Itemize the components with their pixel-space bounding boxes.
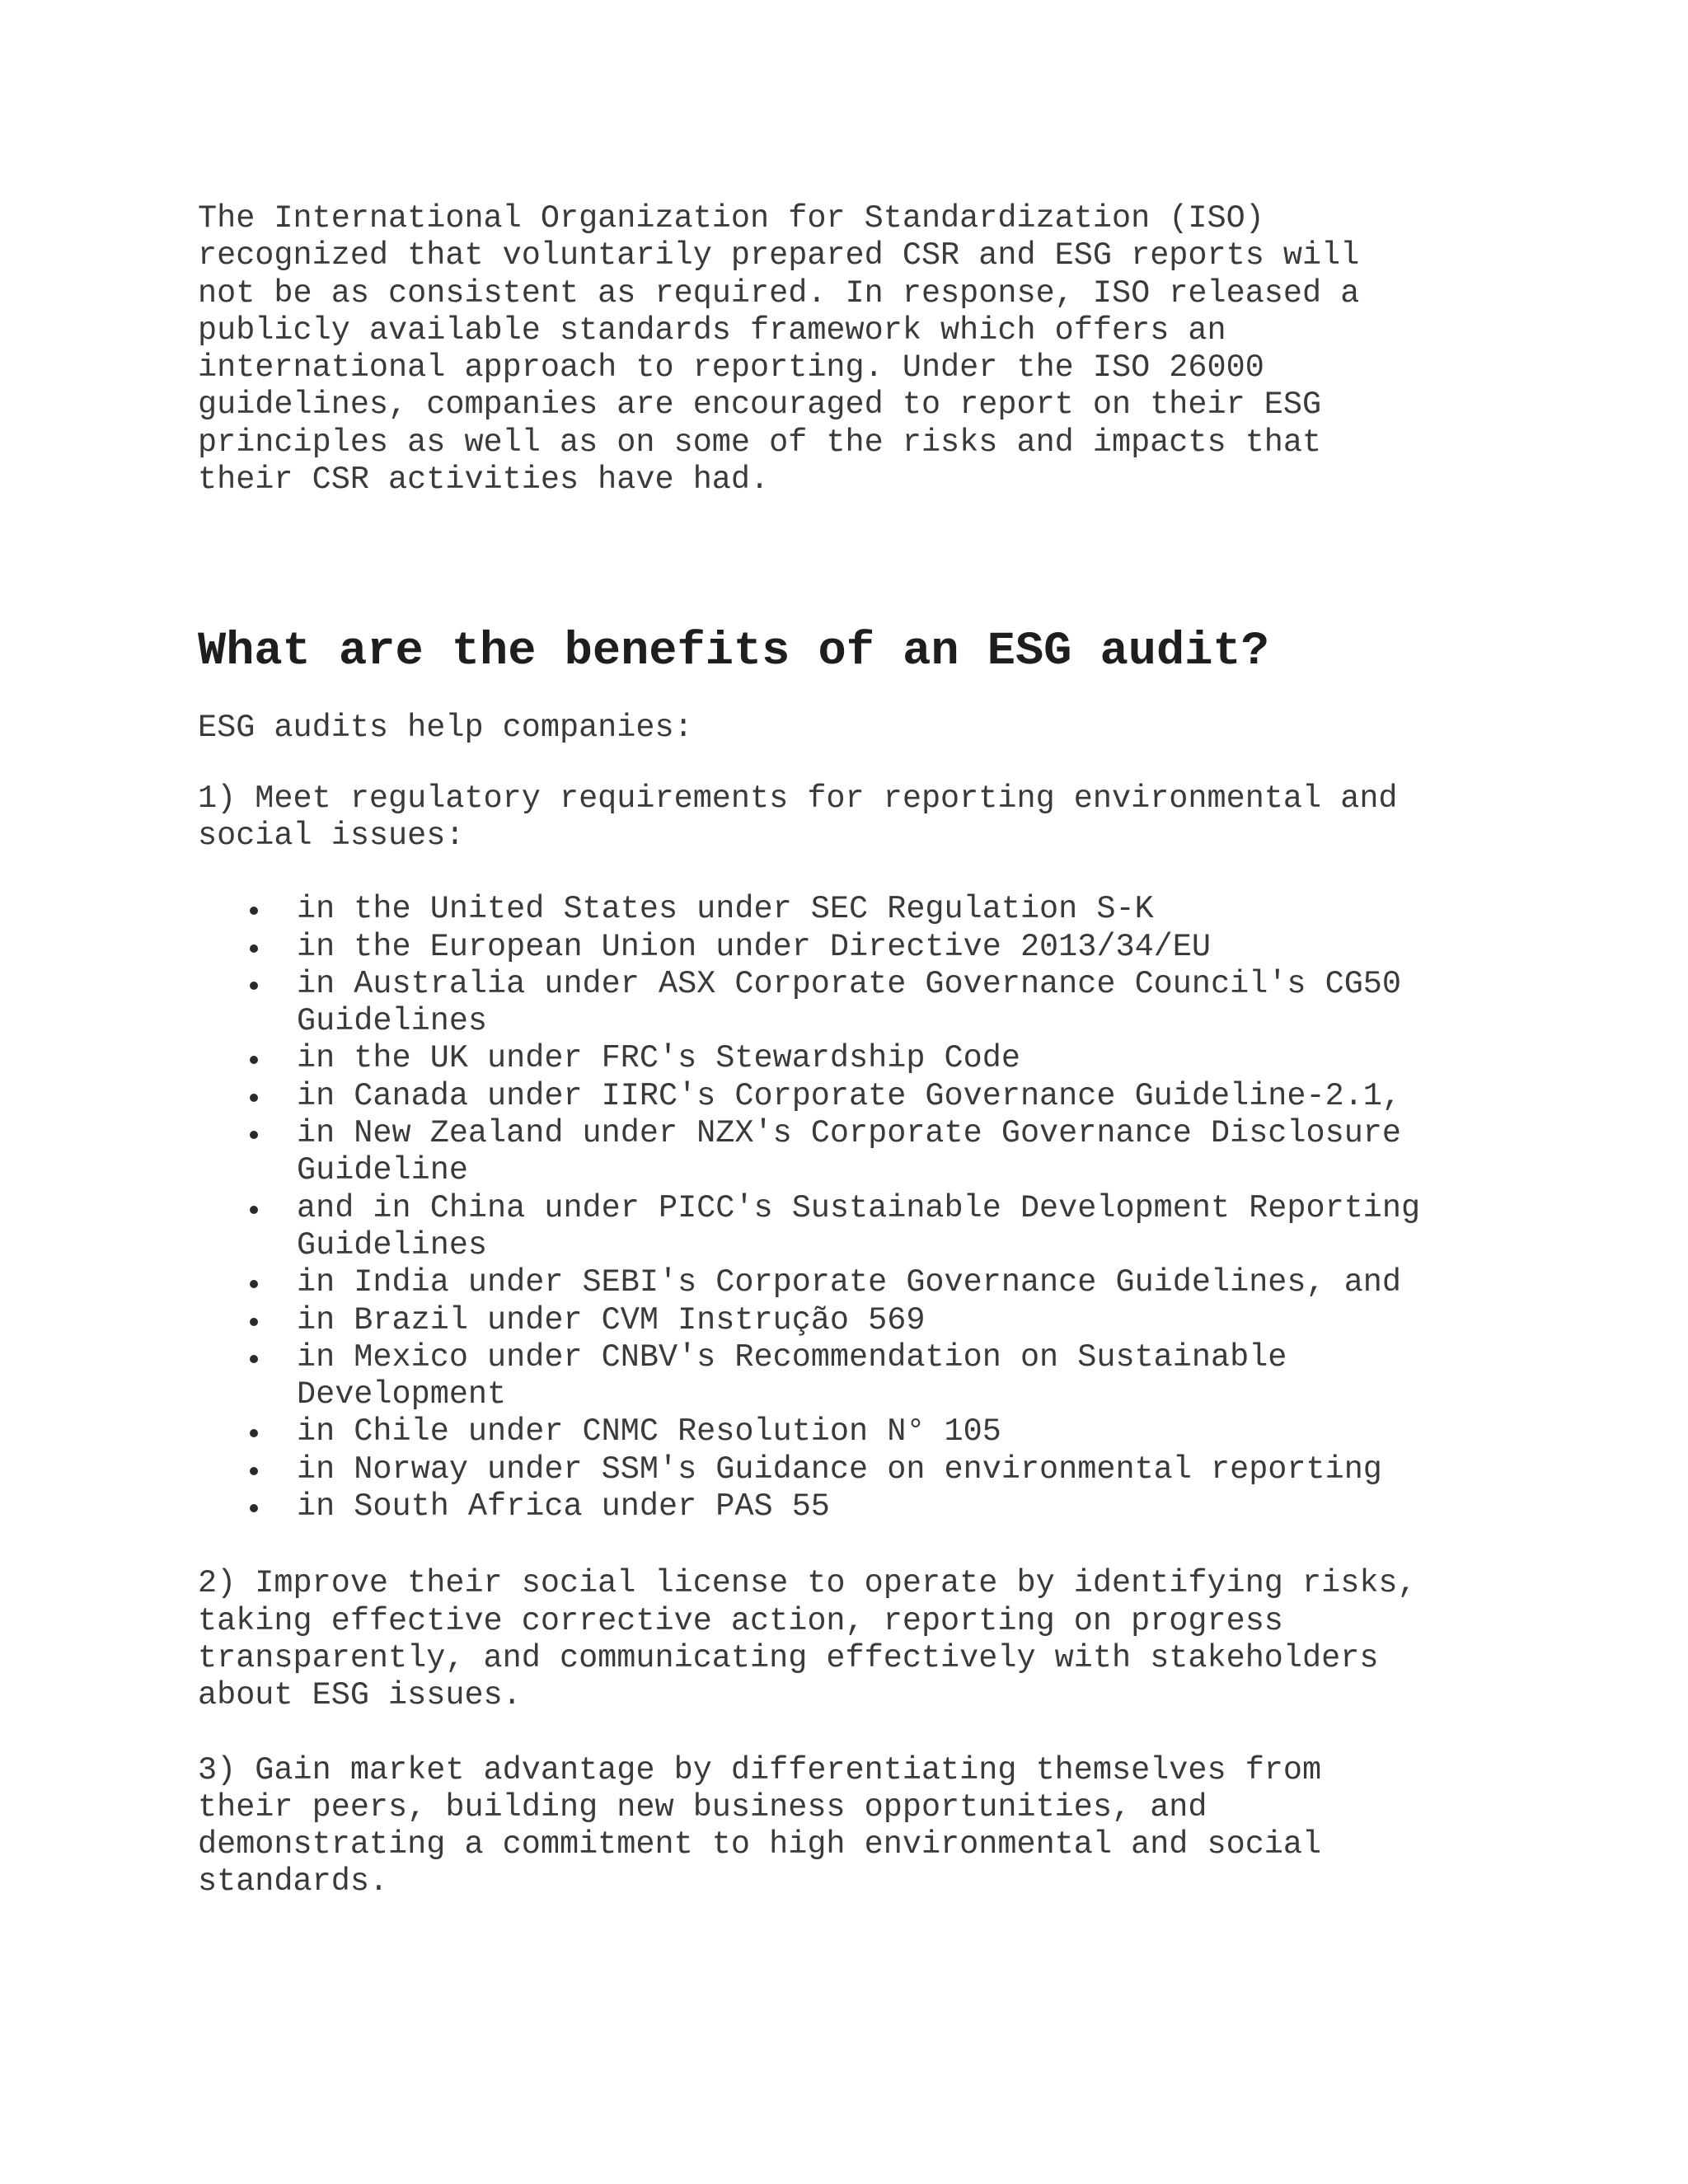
list-item — [297, 1451, 1484, 1488]
list-item — [297, 1078, 1484, 1115]
list-item-text: in Brazil under CVM Instrução 569 — [297, 1301, 926, 1338]
list-item-text: and in China under PICC's Sustainable Development Reporting Guidelines — [297, 1189, 1421, 1263]
bullet-icon — [250, 1280, 258, 1288]
bullet-icon — [250, 1429, 258, 1437]
bullet-icon — [250, 1206, 258, 1214]
list-item — [297, 929, 1484, 966]
intro-paragraph: The International Organization for Standardization (ISO) recognized that voluntarily prepared CSR and ESG reports will not be as consistent as required. In response, ISO released a publicly available standards framework which offers an international approach to reporting. Under the ISO 26000 guidelines, companies are encouraged to report on their ESG principles as well as on some of the risks and impacts that their CSR activities have had. — [198, 200, 1360, 499]
bullet-icon — [250, 1355, 258, 1363]
list-item — [297, 1302, 1484, 1339]
list-item-text: in Canada under IIRC's Corporate Governance Guideline-2.1, — [297, 1077, 1402, 1114]
bullet-icon — [250, 1131, 258, 1139]
benefit-1-paragraph: 1) Meet regulatory requirements for reporting environmental and social issues: — [198, 780, 1398, 854]
bullet-icon — [250, 944, 258, 953]
list-item — [297, 966, 1484, 1041]
bullet-icon — [250, 1056, 258, 1064]
list-item-text: in India under SEBI's Corporate Governance Guidelines, and — [297, 1264, 1402, 1301]
list-item-text: in Chile under CNMC Resolution N° 105 — [297, 1413, 1001, 1451]
list-item-text: in New Zealand under NZX's Corporate Governance Disclosure Guideline — [297, 1115, 1402, 1189]
list-item — [297, 1190, 1484, 1265]
list-item-text: in South Africa under PAS 55 — [297, 1488, 830, 1526]
benefit-3-paragraph: 3) Gain market advantage by differentiating themselves from their peers, building new business opportunities, and demonstrating a commitment to high environmental and social standards. — [198, 1751, 1322, 1900]
document-body — [198, 200, 1484, 1901]
list-item — [297, 1339, 1484, 1414]
list-item — [297, 1264, 1484, 1301]
lead-paragraph: ESG audits help companies: — [198, 710, 693, 747]
regulation-list — [198, 891, 1484, 1526]
bullet-icon — [250, 982, 258, 990]
bullet-icon — [250, 1318, 258, 1326]
section-heading: What are the benefits of an ESG audit? — [198, 626, 1269, 679]
list-item — [297, 1413, 1484, 1451]
bullet-icon — [250, 1094, 258, 1102]
list-item-text: in Mexico under CNBV's Recommendation on Sustainable Development — [297, 1338, 1287, 1413]
benefit-2-paragraph: 2) Improve their social license to operate by identifying risks, taking effective corrective action, reporting on progress transparently, and communicating effectively with stakeholders about ESG issues. — [198, 1565, 1417, 1714]
bullet-icon — [250, 1504, 258, 1512]
list-item-text: in the UK under FRC's Stewardship Code — [297, 1040, 1020, 1077]
bullet-icon — [250, 907, 258, 915]
list-item — [297, 1488, 1484, 1526]
list-item — [297, 891, 1484, 928]
list-item-text: in the United States under SEC Regulation S-K — [297, 891, 1154, 928]
list-item-text: in Norway under SSM's Guidance on environmental reporting — [297, 1451, 1382, 1488]
list-item — [297, 1115, 1484, 1190]
bullet-icon — [250, 1467, 258, 1475]
list-item-text: in the European Union under Directive 2013/34/EU — [297, 928, 1211, 965]
list-item — [297, 1040, 1484, 1077]
list-item-text: in Australia under ASX Corporate Governance Council's CG50 Guidelines — [297, 965, 1402, 1040]
